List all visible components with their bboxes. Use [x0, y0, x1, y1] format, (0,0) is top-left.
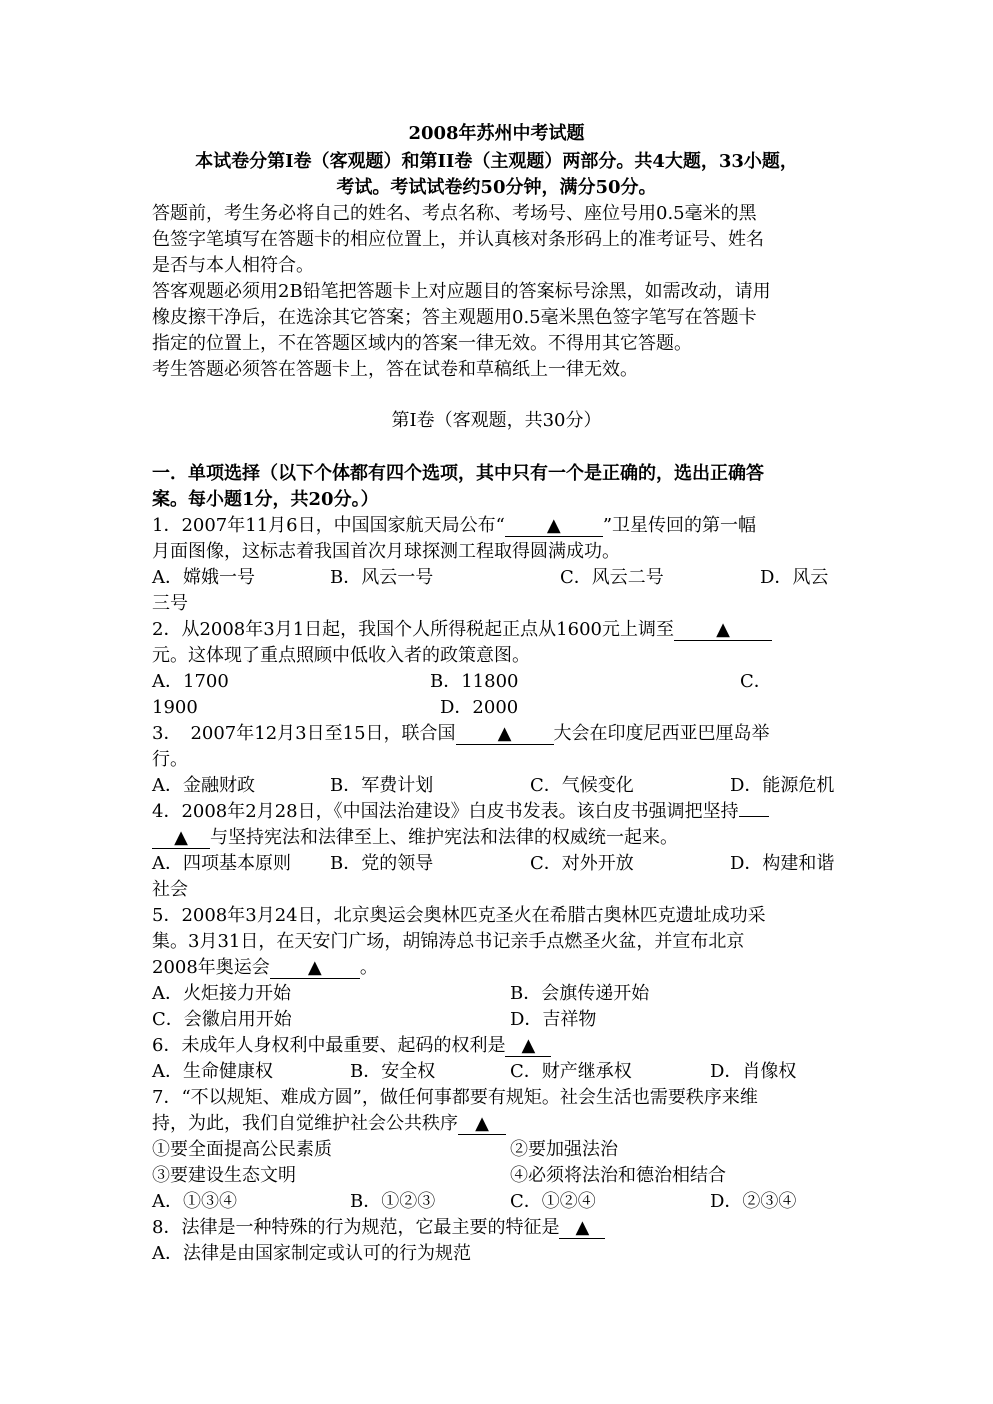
- option-d: D．构建和谐: [730, 853, 835, 874]
- exam-title: 2008年苏州中考试题: [408, 123, 585, 144]
- q4-text: 4．2008年2月28日，《中国法治建设》白皮书发表。该白皮书强调把坚持: [152, 801, 739, 822]
- part-heading-line-2: 案。每小题1分，共20分。）: [152, 489, 379, 510]
- section-title: 第Ⅰ卷（客观题，共30分）: [391, 410, 602, 431]
- option-b: B．11800: [430, 671, 519, 692]
- option-d: D．肖像权: [710, 1061, 797, 1082]
- option-c: C．会徽启用开始: [152, 1009, 292, 1030]
- triangle-marker-icon: ▲: [497, 723, 512, 744]
- answer-blank: [505, 1036, 551, 1057]
- option-b: B．党的领导: [330, 853, 434, 874]
- option-a: A．生命健康权: [152, 1061, 273, 1082]
- triangle-marker-icon: ▲: [575, 1217, 590, 1238]
- exam-subtitle-line-1: 本试卷分第Ⅰ卷（客观题）和第II卷（主观题）两部分。共4大题，33小题，: [195, 151, 798, 172]
- question-8-line-1: [152, 1215, 852, 1241]
- question-1-line-1: [152, 513, 852, 539]
- q3-text-a: 3． 2007年12月3日至15日，联合国: [152, 723, 456, 744]
- part-heading-line-1: 一．单项选择（以下个体都有四个选项，其中只有一个是正确的，选出正确答: [152, 463, 764, 484]
- option-c-value: 1900: [152, 697, 198, 718]
- q1-text-b: ”卫星传回的第一幅: [602, 515, 757, 536]
- option-a: A．火炬接力开始: [152, 983, 291, 1004]
- instruction-line: 色签字笔填写在答题卡的相应位置上，并认真核对条形码上的准考证号、姓名: [152, 229, 764, 250]
- question-7-line-1: 7．“不以规矩、难成方圆”，做任何事都要有规矩。社会生活也需要秩序来维: [152, 1087, 758, 1108]
- option-a: A．1700: [152, 671, 229, 692]
- option-c: C．对外开放: [530, 853, 634, 874]
- option-b: B．风云一号: [330, 567, 434, 588]
- option-c: C．①②④: [510, 1191, 596, 1212]
- answer-blank: [505, 516, 603, 537]
- statement-4: ④必须将法治和德治相结合: [510, 1165, 726, 1186]
- triangle-marker-icon: ▲: [307, 957, 322, 978]
- question-4-line-1: [152, 799, 852, 825]
- option-d: D．风云: [760, 567, 829, 588]
- option-a: A．金融财政: [152, 775, 255, 796]
- question-4-option-wrap: 社会: [152, 879, 188, 900]
- triangle-marker-icon: ▲: [546, 515, 561, 536]
- option-b: B．军费计划: [330, 775, 434, 796]
- option-a: A．①③④: [152, 1191, 237, 1212]
- option-d: D．②③④: [710, 1191, 797, 1212]
- question-7-line-2: [152, 1111, 852, 1137]
- question-3-line-2: 行。: [152, 749, 188, 770]
- question-2-line-1: [152, 617, 852, 643]
- instruction-line: 橡皮擦干净后，在选涂其它答案；答主观题用0.5毫米黑色签字笔写在答题卡: [152, 307, 757, 328]
- option-b: B．安全权: [350, 1061, 436, 1082]
- triangle-marker-icon: ▲: [716, 619, 730, 640]
- q1-text-a: 1．2007年11月6日，中国国家航天局公布“: [152, 515, 505, 536]
- triangle-marker-icon: ▲: [521, 1035, 536, 1056]
- answer-blank: [152, 828, 210, 849]
- option-b: B．会旗传递开始: [510, 983, 650, 1004]
- statement-1: ①要全面提高公民素质: [152, 1139, 332, 1160]
- option-d: D．能源危机: [730, 775, 835, 796]
- question-6-line-1: [152, 1033, 852, 1059]
- triangle-marker-icon: ▲: [475, 1113, 489, 1134]
- question-1-option-wrap: 三号: [152, 593, 188, 614]
- option-a: A．嫦娥一号: [152, 567, 255, 588]
- q5-text-b: 。: [359, 957, 378, 978]
- option-d: D．2000: [440, 697, 519, 718]
- triangle-marker-icon: ▲: [174, 827, 188, 848]
- instruction-line: 是否与本人相符合。: [152, 255, 314, 276]
- statement-3: ③要建设生态文明: [152, 1165, 296, 1186]
- option-c: C．风云二号: [560, 567, 664, 588]
- instruction-line: 答客观题必须用2B铅笔把答题卡上对应题目的答案标号涂黑，如需改动，请用: [152, 281, 771, 302]
- statement-2: ②要加强法治: [510, 1139, 618, 1160]
- question-8-option-a: A．法律是由国家制定或认可的行为规范: [152, 1243, 471, 1264]
- question-5-line-2: 集。3月31日，在天安门广场，胡锦涛总书记亲手点燃圣火盆，并宣布北京: [152, 931, 745, 952]
- question-4-line-2: [152, 825, 852, 851]
- instruction-line: 指定的位置上，不在答题区域内的答案一律无效。不得用其它答题。: [152, 333, 692, 354]
- question-1-line-2: 月面图像，这标志着我国首次月球探测工程取得圆满成功。: [152, 541, 620, 562]
- q7-text: 持，为此，我们自觉维护社会公共秩序: [152, 1113, 458, 1134]
- option-c: C．: [740, 671, 772, 692]
- question-5-line-1: 5．2008年3月24日，北京奥运会奥林匹克圣火在希腊古奥林匹克遗址成功采: [152, 905, 766, 926]
- exam-subtitle-line-2: 考试。考试试卷约50分钟，满分50分。: [336, 177, 657, 198]
- question-2-line-2: 元。这体现了重点照顾中低收入者的政策意图。: [152, 645, 530, 666]
- q4-text-b: 与坚持宪法和法律至上、维护宪法和法律的权威统一起来。: [210, 827, 678, 848]
- q6-text: 6．未成年人身权利中最重要、起码的权利是: [152, 1035, 506, 1056]
- instruction-line: 考生答题必须答在答题卡上，答在试卷和草稿纸上一律无效。: [152, 359, 638, 380]
- answer-blank: [559, 1218, 605, 1239]
- answer-blank-start: [739, 816, 769, 817]
- q2-text: 2．从2008年3月1日起，我国个人所得税起正点从1600元上调至: [152, 619, 674, 640]
- option-d: D．吉祥物: [510, 1009, 597, 1030]
- option-b: B．①②③: [350, 1191, 436, 1212]
- option-c: C．气候变化: [530, 775, 634, 796]
- answer-blank: [458, 1114, 506, 1135]
- question-5-line-3: [152, 955, 852, 981]
- answer-blank: [270, 958, 360, 979]
- answer-blank: [674, 620, 772, 641]
- option-a: A．四项基本原则: [152, 853, 291, 874]
- q3-text-b: 大会在印度尼西亚巴厘岛举: [553, 723, 770, 744]
- question-3-line-1: [152, 721, 852, 747]
- instruction-line: 答题前，考生务必将自己的姓名、考点名称、考场号、座位号用0.5毫米的黑: [152, 203, 757, 224]
- q8-text: 8．法律是一种特殊的行为规范，它最主要的特征是: [152, 1217, 560, 1238]
- option-c: C．财产继承权: [510, 1061, 632, 1082]
- answer-blank: [456, 724, 554, 745]
- q5-text-a: 2008年奥运会: [152, 957, 270, 978]
